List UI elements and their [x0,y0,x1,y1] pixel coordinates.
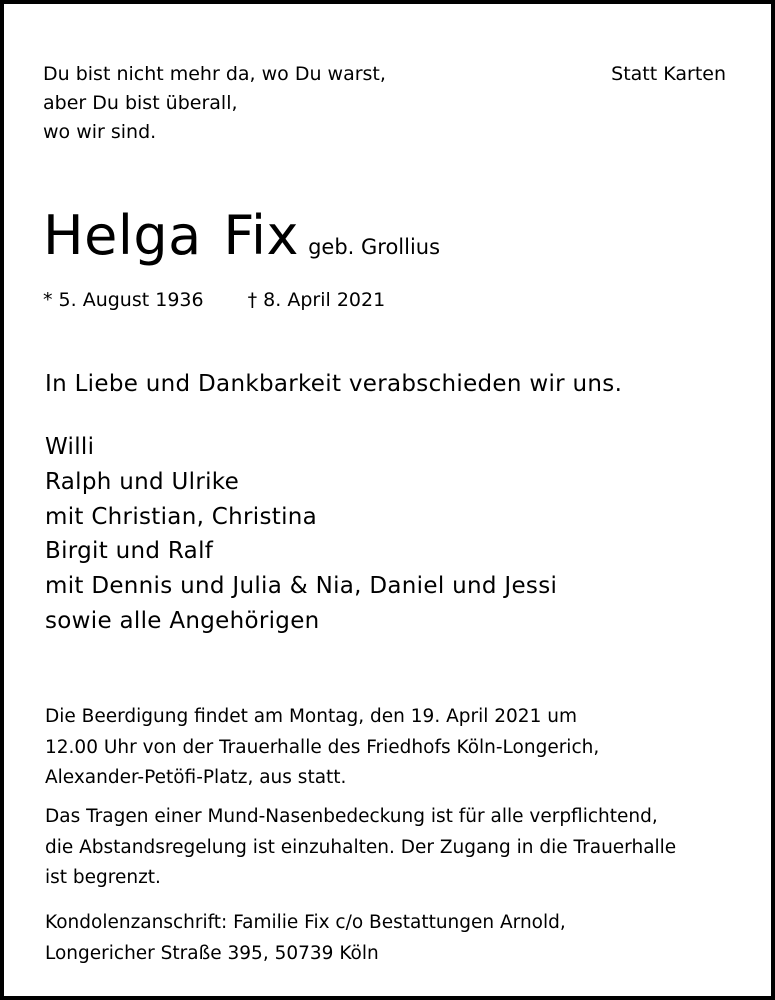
poem-line: Du bist nicht mehr da, wo Du warst, [43,63,386,85]
funeral-line: Alexander-Petöfi-Platz, aus statt. [45,767,347,788]
life-dates [43,285,385,315]
family-member: mit Dennis und Julia & Nia, Daniel und Jessi [45,573,558,600]
family-member: mit Christian, Christina [45,503,318,530]
birth-name: geb. Grollius [308,235,441,259]
funeral-line: Die Beerdigung findet am Montag, den 19. April 2021 um [45,706,577,727]
poem-line: wo wir sind. [43,121,157,143]
rules-line: ist begrenzt. [45,867,161,888]
funeral-info [45,702,745,794]
funeral-line: 12.00 Uhr von der Trauerhalle des Friedhofs Köln-Longerich, [45,736,600,758]
death-date: † 8. April 2021 [247,289,386,311]
family-list [45,430,745,639]
condolence-line: Kondolenzanschrift: Familie Fix c/o Bestattungen Arnold, [45,912,566,933]
birth-date: * 5. August 1936 [43,289,204,311]
condolence-line: Longericher Straße 395, 50739 Köln [45,942,379,964]
family-member: Birgit und Ralf [45,538,214,565]
poem-line: aber Du bist überall, [43,92,238,114]
hygiene-rules [45,802,745,894]
family-member: sowie alle Angehörigen [45,607,320,634]
statt-karten-label: Statt Karten [611,63,726,85]
poem-quote [43,60,483,147]
rules-line: die Abstandsregelung ist einzuhalten. Der Zugang in die Trauerhalle [45,836,677,858]
farewell-line: In Liebe und Dankbarkeit verabschieden wir uns. [45,371,623,397]
family-member: Ralph und Ulrike [45,468,240,495]
family-member: Willi [45,434,95,460]
condolence-address [45,908,745,969]
deceased-name: Helga Fix [43,204,299,267]
deceased-name-row [43,200,440,285]
rules-line: Das Tragen einer Mund-Nasenbedeckung ist für alle verpflichtend, [45,806,658,827]
